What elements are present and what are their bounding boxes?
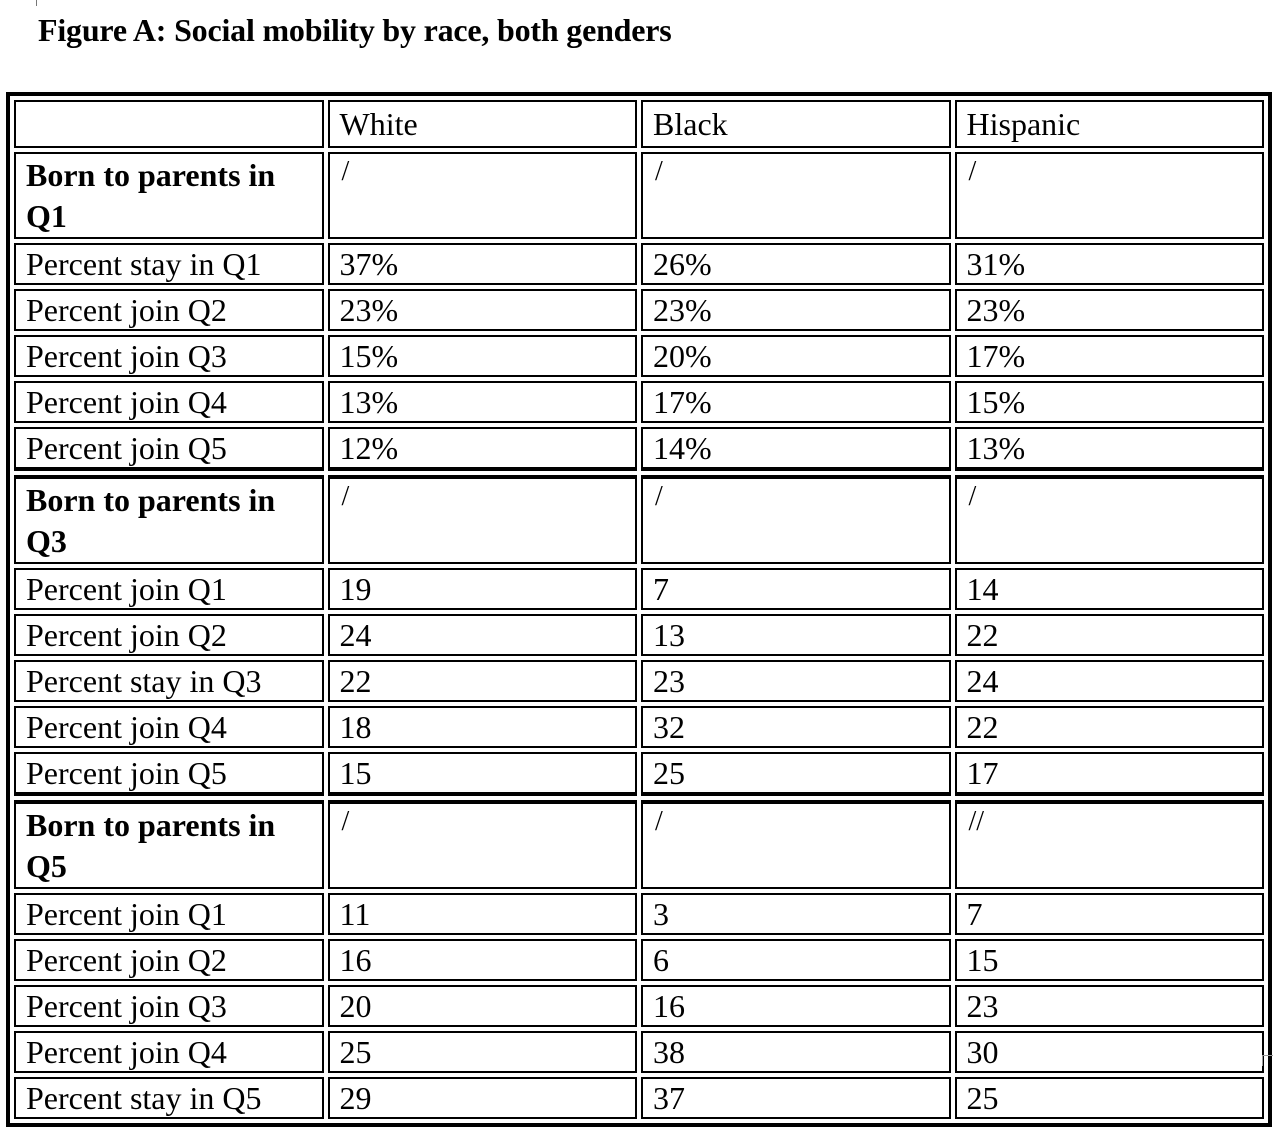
value-cell-hispanic: 30 xyxy=(955,1031,1265,1073)
row-label: Percent join Q4 xyxy=(14,1031,324,1073)
value-cell-hispanic: 23% xyxy=(955,289,1265,331)
table-row xyxy=(14,1077,1264,1119)
value-cell-white: 12% xyxy=(328,427,638,471)
value-cell-black: 3 xyxy=(641,893,951,935)
value-cell-hispanic: 7 xyxy=(955,893,1265,935)
value-cell-black: 38 xyxy=(641,1031,951,1073)
value-cell-white: 22 xyxy=(328,660,638,702)
table-row xyxy=(14,1031,1264,1073)
value-cell-hispanic: 13% xyxy=(955,427,1265,471)
value-cell-black: 26% xyxy=(641,243,951,285)
table-row xyxy=(14,985,1264,1027)
value-cell-black: 14% xyxy=(641,427,951,471)
table-row xyxy=(14,243,1264,285)
column-header-white: White xyxy=(328,100,638,148)
row-label: Percent stay in Q5 xyxy=(14,1077,324,1119)
value-cell-hispanic: 23 xyxy=(955,985,1265,1027)
value-cell-white: 25 xyxy=(328,1031,638,1073)
table-row xyxy=(14,568,1264,610)
row-label: Percent stay in Q1 xyxy=(14,243,324,285)
value-cell-hispanic: 14 xyxy=(955,568,1265,610)
marker-cell-hispanic: / xyxy=(955,475,1265,564)
row-label: Percent stay in Q3 xyxy=(14,660,324,702)
value-cell-white: 15 xyxy=(328,752,638,796)
value-cell-white: 13% xyxy=(328,381,638,423)
value-cell-white: 11 xyxy=(328,893,638,935)
value-cell-white: 24 xyxy=(328,614,638,656)
value-cell-black: 20% xyxy=(641,335,951,377)
section-row-q3 xyxy=(14,475,1264,564)
value-cell-hispanic: 22 xyxy=(955,706,1265,748)
row-label: Percent join Q5 xyxy=(14,752,324,796)
row-label: Percent join Q1 xyxy=(14,568,324,610)
marker-cell-white: / xyxy=(328,800,638,889)
value-cell-black: 7 xyxy=(641,568,951,610)
value-cell-hispanic: 15% xyxy=(955,381,1265,423)
value-cell-white: 15% xyxy=(328,335,638,377)
value-cell-hispanic: 22 xyxy=(955,614,1265,656)
table-row xyxy=(14,381,1264,423)
value-cell-hispanic: 17 xyxy=(955,752,1265,796)
value-cell-white: 16 xyxy=(328,939,638,981)
row-label: Percent join Q4 xyxy=(14,706,324,748)
value-cell-black: 13 xyxy=(641,614,951,656)
value-cell-hispanic: 25 xyxy=(955,1077,1265,1119)
value-cell-white: 29 xyxy=(328,1077,638,1119)
value-cell-black: 6 xyxy=(641,939,951,981)
section-row-q5 xyxy=(14,800,1264,889)
value-cell-black: 32 xyxy=(641,706,951,748)
table-row xyxy=(14,614,1264,656)
figure-caption: Figure A: Social mobility by race, both genders xyxy=(38,12,672,48)
value-cell-black: 16 xyxy=(641,985,951,1027)
table-row xyxy=(14,660,1264,702)
mobility-table xyxy=(6,92,1272,1127)
row-label: Percent join Q1 xyxy=(14,893,324,935)
table-row xyxy=(14,893,1264,935)
page-corner-mark xyxy=(1262,1055,1273,1066)
marker-cell-black: / xyxy=(641,475,951,564)
value-cell-black: 37 xyxy=(641,1077,951,1119)
header-corner-cell xyxy=(14,100,324,148)
header-row xyxy=(14,100,1264,148)
table-row xyxy=(14,939,1264,981)
row-label: Percent join Q3 xyxy=(14,985,324,1027)
column-header-black: Black xyxy=(641,100,951,148)
ruler-tick xyxy=(36,0,37,6)
row-label: Percent join Q5 xyxy=(14,427,324,471)
value-cell-black: 23% xyxy=(641,289,951,331)
section-row-q1 xyxy=(14,152,1264,239)
table-row xyxy=(14,335,1264,377)
section-label: Born to parents in Q1 xyxy=(14,152,324,239)
value-cell-white: 23% xyxy=(328,289,638,331)
value-cell-hispanic: 31% xyxy=(955,243,1265,285)
table-row xyxy=(14,427,1264,471)
marker-cell-black: / xyxy=(641,800,951,889)
column-header-hispanic: Hispanic xyxy=(955,100,1265,148)
marker-cell-white: / xyxy=(328,475,638,564)
value-cell-hispanic: 15 xyxy=(955,939,1265,981)
value-cell-black: 17% xyxy=(641,381,951,423)
marker-cell-hispanic: / xyxy=(955,152,1265,239)
value-cell-white: 18 xyxy=(328,706,638,748)
value-cell-white: 20 xyxy=(328,985,638,1027)
value-cell-hispanic: 24 xyxy=(955,660,1265,702)
row-label: Percent join Q4 xyxy=(14,381,324,423)
section-label: Born to parents in Q3 xyxy=(14,475,324,564)
table-row xyxy=(14,752,1264,796)
value-cell-black: 23 xyxy=(641,660,951,702)
row-label: Percent join Q3 xyxy=(14,335,324,377)
value-cell-black: 25 xyxy=(641,752,951,796)
value-cell-hispanic: 17% xyxy=(955,335,1265,377)
section-label: Born to parents in Q5 xyxy=(14,800,324,889)
value-cell-white: 19 xyxy=(328,568,638,610)
marker-cell-white: / xyxy=(328,152,638,239)
value-cell-white: 37% xyxy=(328,243,638,285)
row-label: Percent join Q2 xyxy=(14,614,324,656)
table-row xyxy=(14,706,1264,748)
table-row xyxy=(14,289,1264,331)
marker-cell-black: / xyxy=(641,152,951,239)
row-label: Percent join Q2 xyxy=(14,289,324,331)
marker-cell-hispanic: // xyxy=(955,800,1265,889)
row-label: Percent join Q2 xyxy=(14,939,324,981)
